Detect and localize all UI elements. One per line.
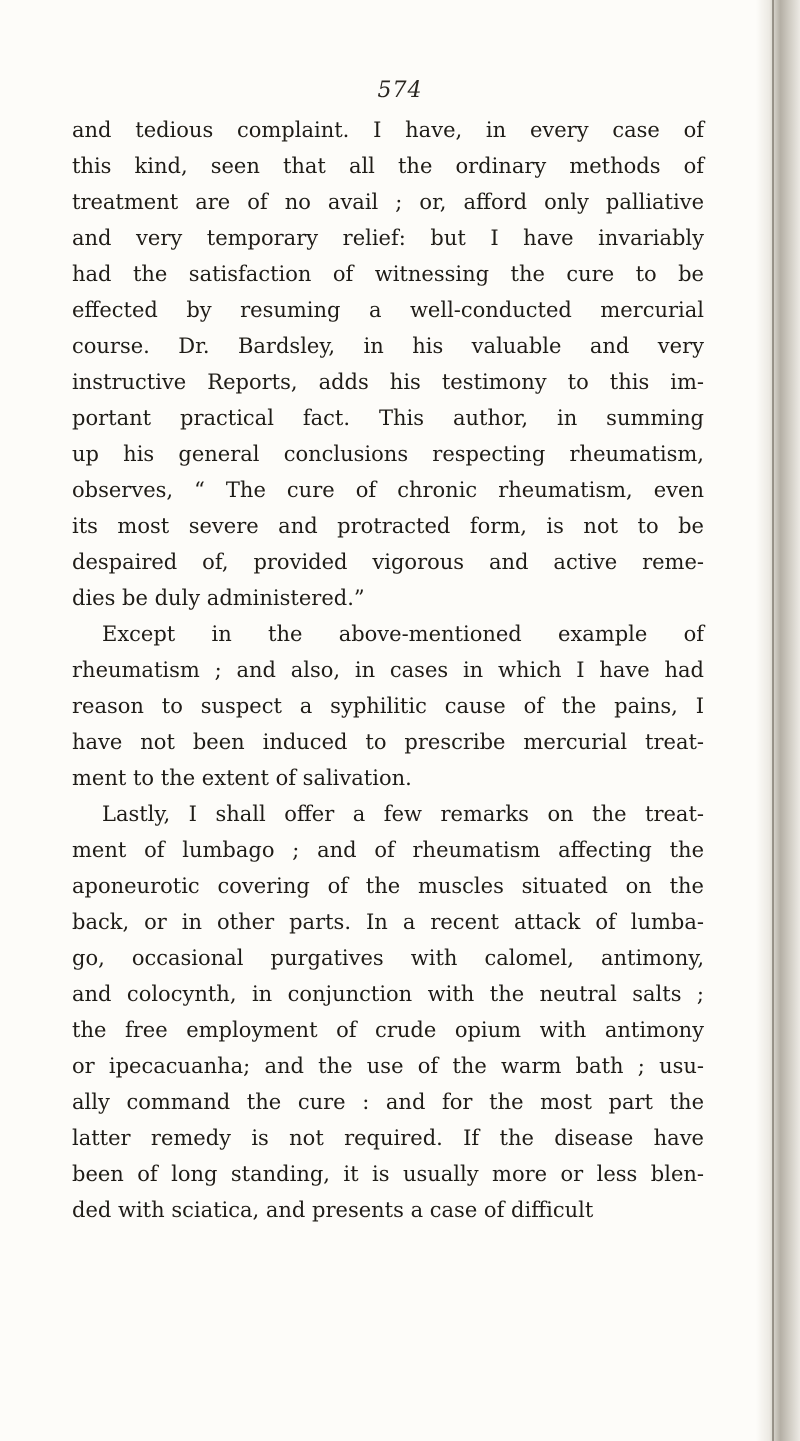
- body-text: [72, 112, 704, 1228]
- text-line: had the satisfaction of witnessing the cure to be: [72, 262, 704, 286]
- text-line: ment to the extent of salivation.: [72, 766, 412, 790]
- text-line: course. Dr. Bardsley, in his valuable and very: [72, 334, 704, 358]
- text-line: Except in the above-mentioned example of: [102, 622, 704, 646]
- text-line: portant practical fact. This author, in summing: [72, 406, 704, 430]
- text-line: rheumatism ; and also, in cases in which I have had: [72, 658, 704, 682]
- text-line: go, occasional purgatives with calomel, antimony,: [72, 946, 704, 970]
- text-line: and tedious complaint. I have, in every case of: [72, 118, 704, 142]
- text-line: dies be duly administered.”: [72, 586, 365, 610]
- text-line: aponeurotic covering of the muscles situated on the: [72, 874, 704, 898]
- text-line: observes, “ The cure of chronic rheumatism, even: [72, 478, 704, 502]
- text-line: have not been induced to prescribe mercurial treat-: [72, 730, 704, 754]
- text-line: this kind, seen that all the ordinary methods of: [72, 154, 704, 178]
- text-line: treatment are of no avail ; or, afford only palliative: [72, 190, 704, 214]
- text-line: ally command the cure : and for the most part the: [72, 1090, 704, 1114]
- text-line: and colocynth, in conjunction with the neutral salts ;: [72, 982, 704, 1006]
- page-gutter-shadow: [756, 0, 800, 1441]
- text-line: or ipecacuanha; and the use of the warm bath ; usu-: [72, 1054, 704, 1078]
- text-line: ment of lumbago ; and of rheumatism affecting the: [72, 838, 704, 862]
- text-line: its most severe and protracted form, is not to be: [72, 514, 704, 538]
- text-line: been of long standing, it is usually more or less blen-: [72, 1162, 704, 1186]
- text-line: despaired of, provided vigorous and active reme-: [72, 550, 704, 574]
- text-line: Lastly, I shall offer a few remarks on the treat-: [102, 802, 704, 826]
- text-line: instructive Reports, adds his testimony to this im-: [72, 370, 704, 394]
- text-line: back, or in other parts. In a recent attack of lumba-: [72, 910, 704, 934]
- text-line: up his general conclusions respecting rheumatism,: [72, 442, 704, 466]
- text-line: reason to suspect a syphilitic cause of the pains, I: [72, 694, 704, 718]
- text-line: and very temporary relief: but I have invariably: [72, 226, 704, 250]
- text-line: latter remedy is not required. If the disease have: [72, 1126, 704, 1150]
- text-line: ded with sciatica, and presents a case of difficult: [72, 1198, 594, 1222]
- text-line: the free employment of crude opium with antimony: [72, 1018, 704, 1042]
- page-edge-line: [772, 0, 774, 1441]
- text-line: effected by resuming a well-conducted mercurial: [72, 298, 704, 322]
- page-number: 574: [377, 78, 423, 103]
